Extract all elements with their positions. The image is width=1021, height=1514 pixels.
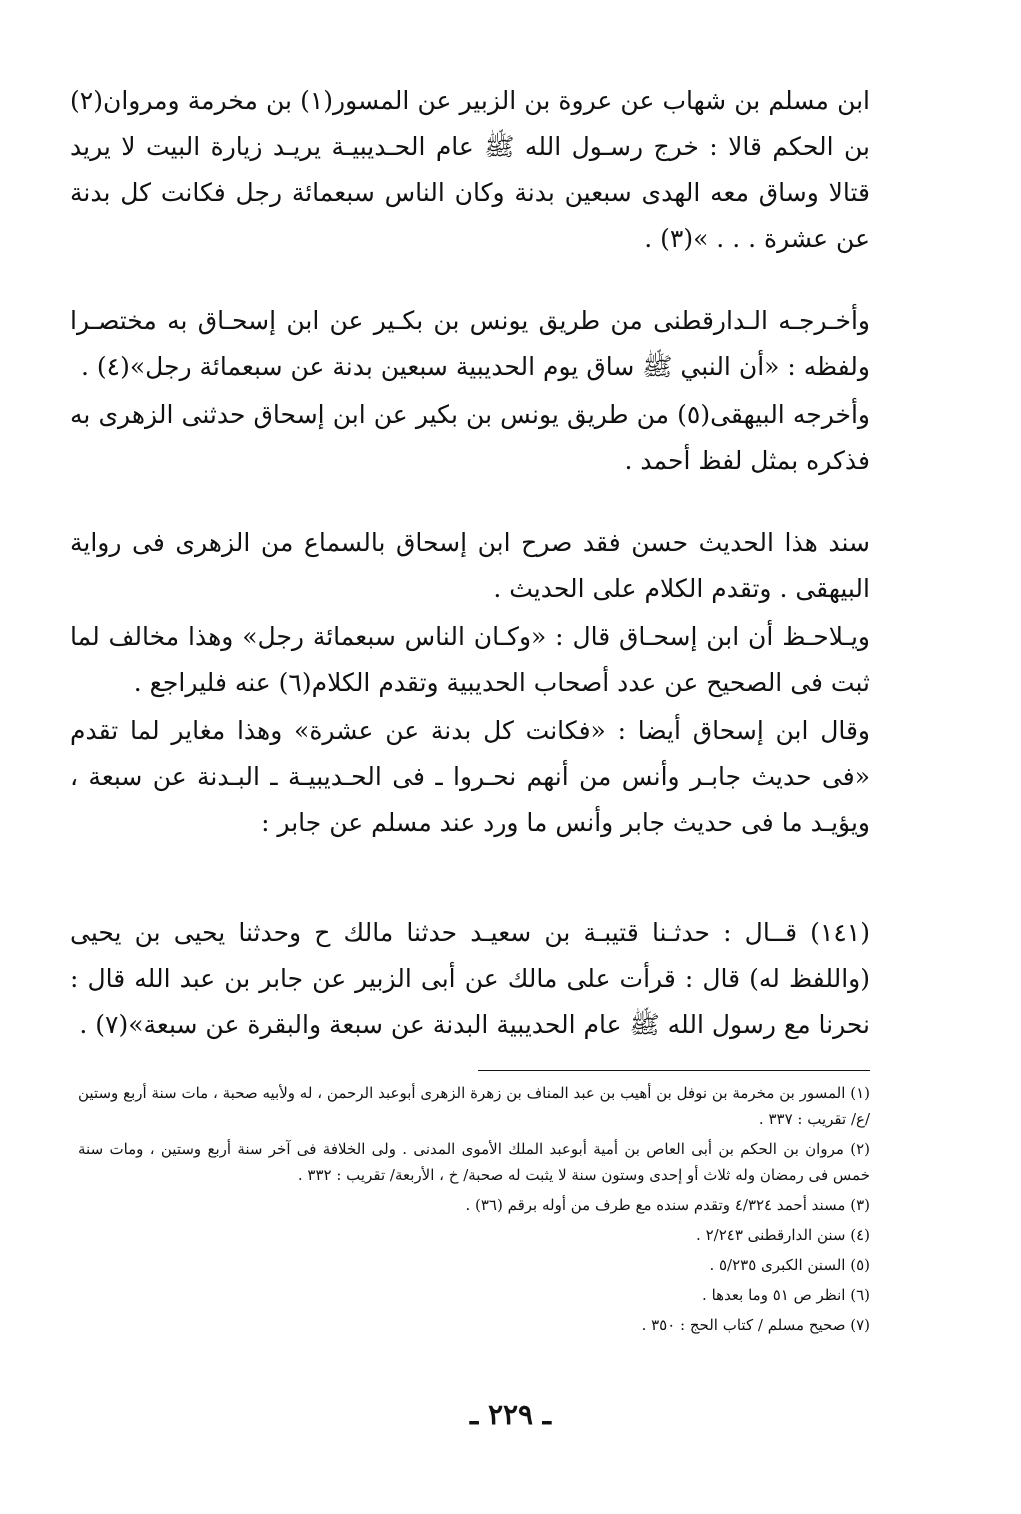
paragraph-note-seven-hundred: ويـلاحـظ أن ابن إسحـاق قال : «وكـان الناس سبعمائة رجل» وهذا مخالف لما ثبت فى الصحيح عن عدد أصحاب الحديبية وتقدم الكلام(٦) عنه فليراجع . xyxy=(70,622,870,697)
footnote-6: (٦) انظر ص ٥١ وما بعدها . xyxy=(702,1286,870,1304)
footnote-5: (٥) السنن الكبرى ٥/٢٣٥ . xyxy=(709,1256,870,1274)
footnote-2: (٢) مروان بن الحكم بن أبى العاص بن أمية أبوعبد الملك الأموى المدنى . ولى الخلافة فى آخر سنة أربع وستين ، ومات سنة خمس فى رمضان وله ثلاث أو إحدى وستون سنة لا يثبت له صحبة/ خ ، الأربعة/ تقريب : ٣٣٢ . xyxy=(78,1140,870,1184)
paragraph-hadith-141: (١٤١) قــال : حدثـنا قتيبـة بن سعيـد حدثنا مالك ح وحدثنا يحيى بن يحيى (واللفظ له) قال : قرأت على مالك عن أبى الزبير عن جابر بن عبد الله قال : نحرنا مع رسول الله ﷺ عام الحديبية البدنة عن سبعة والبقرة عن سبعة»(٧) . xyxy=(70,918,870,1039)
footnote-1: (١) المسور بن مخرمة بن نوفل بن أهيب بن عبد المناف بن زهرة الزهرى أبوعبد الرحمن ، له ولأبيه صحبة ، مات سنة أربع وستين /ع/ تقريب : ٣٣٧ . xyxy=(78,1084,870,1128)
paragraph-sanad-grade: سند هذا الحديث حسن فقد صرح ابن إسحاق بالسماع من الزهرى فى رواية البيهقى . وتقدم الكلام على الحديث . xyxy=(70,528,870,603)
paragraph-daraqutni: وأخـرجـه الـدارقطنى من طريق يونس بن بكـير عن ابن إسحـاق به مختصـرا ولفظه : «أن النبي ﷺ ساق يوم الحديبية سبعين بدنة عن سبعمائة رجل»(٤) . xyxy=(70,306,870,381)
paragraph-bayhaqi: وأخرجه البيهقى(٥) من طريق يونس بن بكير عن ابن إسحاق حدثنى الزهرى به فذكره بمثل لفظ أحمد . xyxy=(70,400,870,475)
paragraph-note-ten: وقال ابن إسحاق أيضا : «فكانت كل بدنة عن عشرة» وهذا مغاير لما تقدم «فى حديث جابـر وأنس من أنهم نحـروا ـ فى الحـديبيـة ـ البـدنة عن سبعة ، ويؤيـد ما فى حديث جابر وأنس ما ورد عند مسلم عن جابر : xyxy=(70,716,870,837)
paragraph-hadith-continuation: ابن مسلم بن شهاب عن عروة بن الزبير عن المسور(١) بن مخرمة ومروان(٢) بن الحكم قالا : خرج رسـول الله ﷺ عام الحـديبيـة يريـد زيارة البيت لا يريد قتالا وساق معه الهدى سبعين بدنة وكان الناس سبعمائة رجل فكانت كل بدنة عن عشرة . . . »(٣) . xyxy=(70,86,871,253)
main-text xyxy=(70,78,870,1048)
page-number: ـ ٢٢٩ ـ xyxy=(469,1398,552,1431)
footnotes xyxy=(78,1080,870,1342)
footnote-3: (٣) مسند أحمد ٤/٣٢٤ وتقدم سنده مع طرف من أوله برقم (٣٦) . xyxy=(465,1196,870,1214)
footnote-4: (٤) سنن الدارقطنى ٢/٢٤٣ . xyxy=(696,1226,870,1244)
footnote-7: (٧) صحيح مسلم / كتاب الحج : ٣٥٠ . xyxy=(641,1316,870,1334)
footnote-divider xyxy=(478,1070,870,1071)
